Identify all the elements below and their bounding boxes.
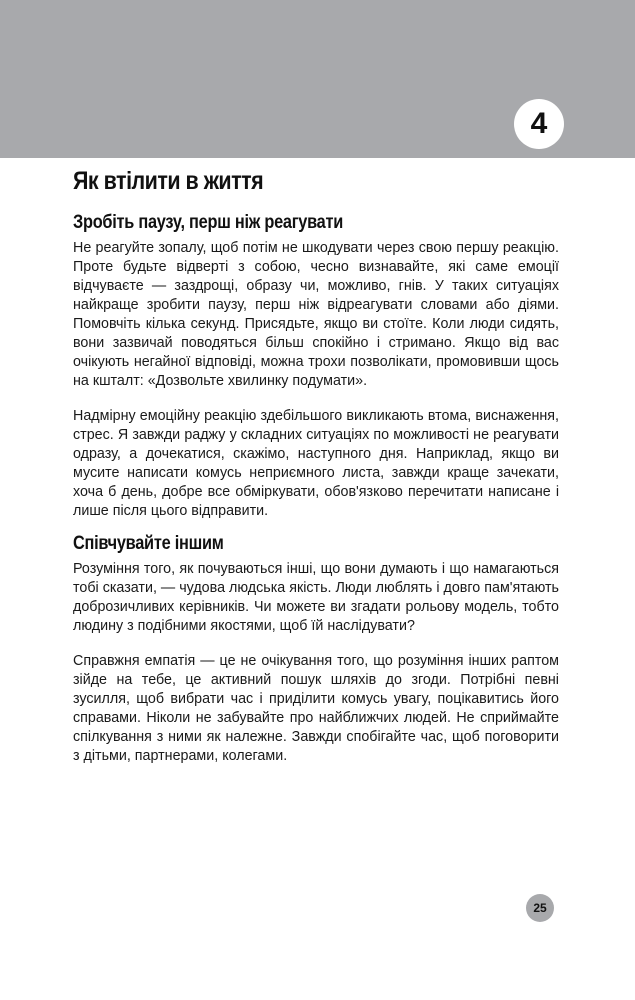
paragraph: Надмірну емоційну реакцію здебільшого викликають втома, виснаження, стрес. Я завжди раджу у складних ситуаціях по можливості не реагувати одразу, а дочекатися, скажімо, наступного дня. Наприклад, якщо ви мусите написати комусь неприємного листа, завжди краще зачекати, хоча б день, добре все обміркувати, обов'язково перечитати написане і лише після цього відправити.	[73, 408, 559, 519]
paragraph: Не реагуйте зопалу, щоб потім не шкодувати через свою першу реакцію. Проте будьте відверті з собою, чесно визнавайте, які саме емоції відчуваєте — заздрощі, образу чи, можливо, гнів. У таких ситуаціях найкраще зробити паузу, перш ніж відреагувати словами або діями. Помовчіть кілька секунд. Присядьте, якщо ви стоїте. Коли люди сидять, вони зазвичай поводяться більш спокійно і стримано. Якщо від вас очікують негайної відповіді, можна трохи позволікати, промовивши щось на кшталт: «Дозвольте хвилинку подумати».	[73, 240, 559, 389]
page-number-badge: 25	[526, 894, 554, 922]
subsection-heading-pause: Зробіть паузу, перш ніж реагувати	[73, 212, 344, 233]
paragraph: Розуміння того, як почуваються інші, що вони думають і що намагаються тобі сказати, — чудова людська якість. Люди люблять і довго пам'ятають доброзичливих керівників. Чи можете ви згадати рольову модель, тобто людину з подібними якостями, щоб їй наслідувати?	[73, 561, 559, 634]
section-title: Як втілити в життя	[73, 167, 264, 195]
subsection-heading-empathy: Співчувайте іншим	[73, 533, 224, 554]
paragraph: Справжня емпатія — це не очікування того, що розуміння інших раптом зійде на тебе, це активний пошук шляхів до згоди. Потрібні певні зусилля, щоб вибрати час і приділити комусь увагу, поцікавитись його справами. Ніколи не забувайте про найближчих людей. Не сприймайте спілкування з ними як належне. Завжди спобігайте час, щоб поговорити з дітьми, партнерами, колегами.	[73, 653, 559, 764]
chapter-number-badge: 4	[514, 99, 564, 149]
page-content	[73, 164, 559, 766]
